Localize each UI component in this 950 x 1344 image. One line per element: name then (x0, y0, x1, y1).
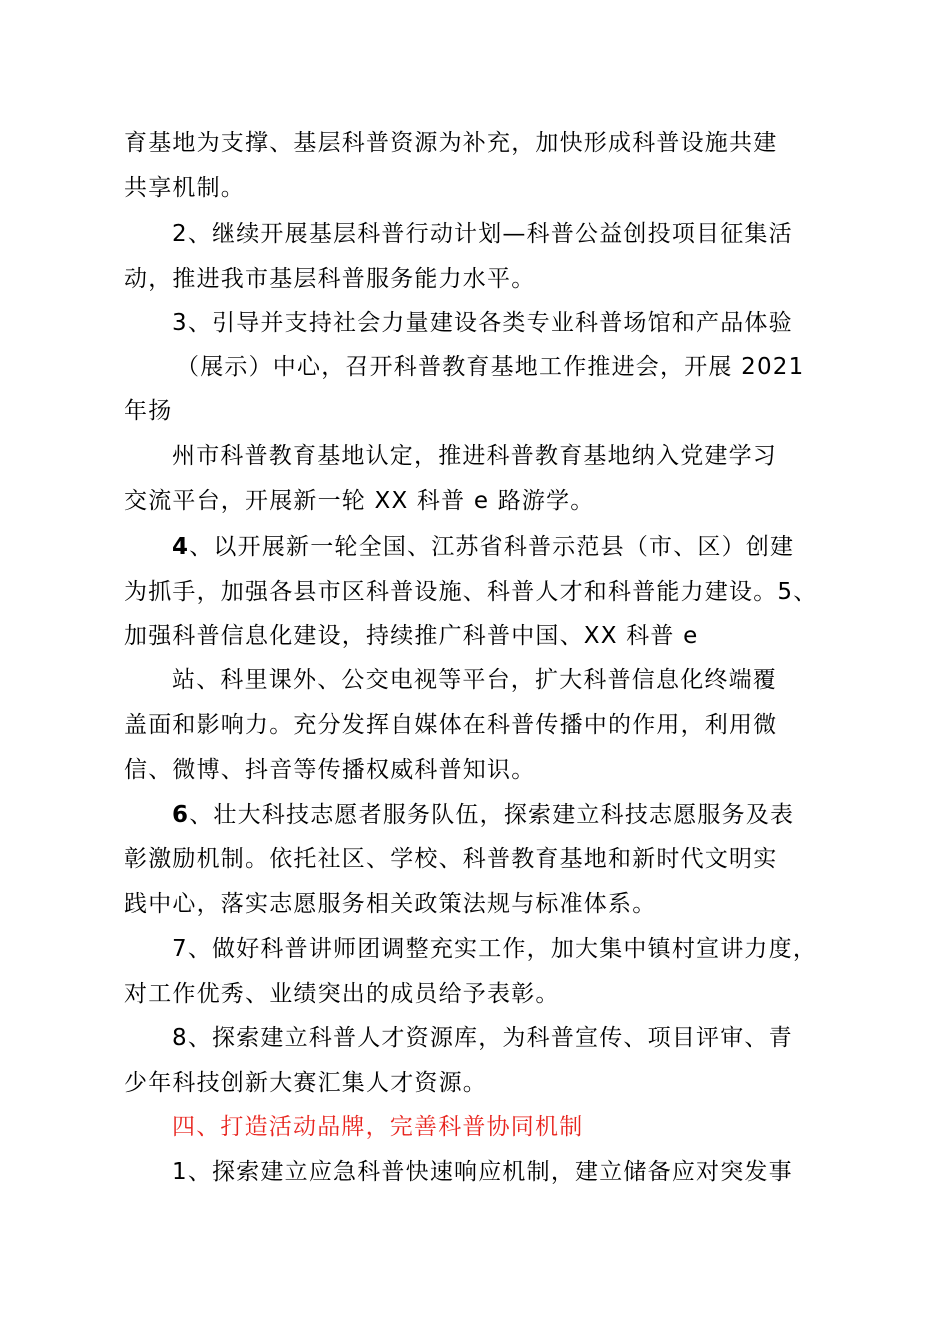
section-heading: 四、打造活动品牌，完善科普协同机制 (172, 1114, 584, 1140)
item-4-line (172, 532, 794, 562)
text-line: 共享机制。 (124, 175, 245, 201)
item-2-line: 2、继续开展基层科普行动计划—科普公益创投项目征集活 (172, 221, 793, 247)
section-item-1-line: 1、探索建立应急科普快速响应机制，建立储备应对突发事 (172, 1159, 793, 1185)
text-line: 信、微博、抖音等传播权威科普知识。 (124, 757, 536, 783)
text-line: 对工作优秀、业绩突出的成员给予表彰。 (124, 981, 560, 1007)
text-line: 年扬 (124, 398, 173, 424)
text-line: 践中心，落实志愿服务相关政策法规与标准体系。 (124, 891, 657, 917)
text-line: 彰激励机制。依托社区、学校、科普教育基地和新时代文明实 (124, 846, 778, 872)
item-7-line: 7、做好科普讲师团调整充实工作，加大集中镇村宣讲力度， (172, 936, 818, 962)
text-line: 加强科普信息化建设，持续推广科普中国、XX 科普 e (124, 623, 699, 649)
text-line: 交流平台，开展新一轮 XX 科普 e 路游学。 (124, 488, 595, 514)
text-line: 育基地为支撑、基层科普资源为补充，加快形成科普设施共建 (124, 130, 778, 156)
text-line: 站、科里课外、公交电视等平台，扩大科普信息化终端覆 (172, 667, 777, 693)
item-8-line: 8、探索建立科普人才资源库，为科普宣传、项目评审、青 (172, 1025, 793, 1051)
item-text: 、以开展新一轮全国、江苏省科普示范县（市、区）创建 (189, 534, 795, 560)
text-line: （展示）中心，召开科普教育基地工作推进会，开展 2021 (176, 354, 805, 380)
text-line: 盖面和影响力。充分发挥自媒体在科普传播中的作用，利用微 (124, 712, 778, 738)
item-6-line (172, 800, 794, 830)
item-3-line: 3、引导并支持社会力量建设各类专业科普场馆和产品体验 (172, 310, 793, 336)
item-number: 6 (172, 802, 190, 828)
text-line: 州市科普教育基地认定，推进科普教育基地纳入党建学习 (172, 443, 777, 469)
item-number: 4 (172, 534, 190, 560)
text-line: 动，推进我市基层科普服务能力水平。 (124, 266, 536, 292)
item-text: 、壮大科技志愿者服务队伍，探索建立科技志愿服务及表 (189, 802, 795, 828)
text-line: 为抓手，加强各县市区科普设施、科普人才和科普能力建设。5、 (124, 579, 818, 605)
text-line: 少年科技创新大赛汇集人才资源。 (124, 1070, 487, 1096)
